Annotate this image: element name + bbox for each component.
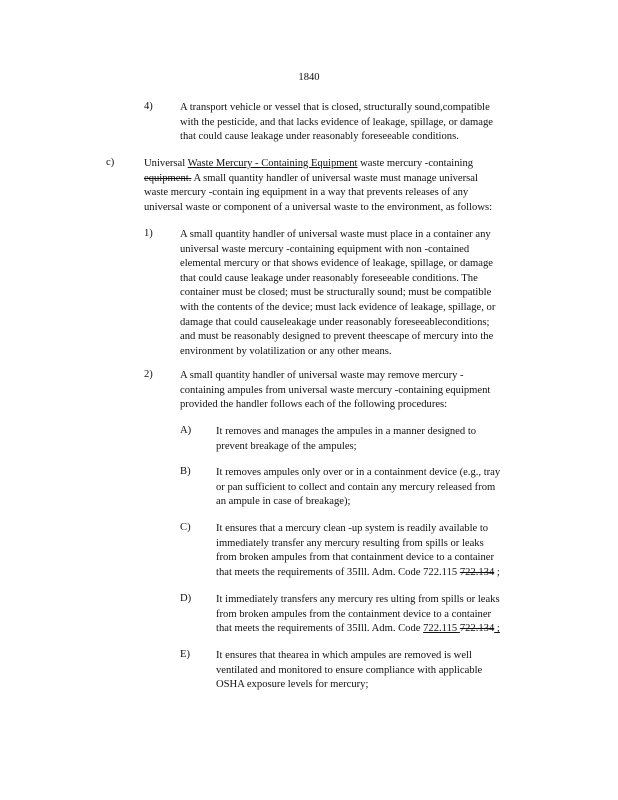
sub-a-marker: A) [180, 425, 192, 436]
text-line: It removes and manages the ampules in a manner designed to [216, 426, 477, 437]
item-4-marker: 4) [144, 101, 153, 112]
text-line: from broken ampules from the containment device to a container [216, 608, 492, 620]
text-line: and must be reasonably designed to prevent theescape of mercury into the [180, 331, 494, 343]
text-line [216, 566, 500, 581]
sub-e-marker: E) [180, 649, 190, 660]
text-line: It immediately transfers any mercury res ulting from spills or leaks [216, 594, 500, 605]
text-line: container must be closed; must be structurally sound; must be compatible [180, 287, 492, 299]
text-line: containing ampules from universal waste mercury -containing equipment [180, 384, 491, 396]
page-number: 1840 [298, 72, 320, 83]
text-line [144, 172, 492, 187]
struck-text: equipment. [144, 172, 192, 184]
text-line: A small quantity handler of universal waste must place in a container any [180, 229, 491, 240]
text-line: damage that could causeleakage under reasonably foreseeableconditions; [180, 316, 490, 328]
struck-citation: 722.134 [459, 623, 495, 635]
sub-c-text [216, 522, 500, 580]
text-line: elemental mercury or that shows evidence of leakage, spillage, or damage [180, 258, 493, 270]
text-line: It ensures that a mercury clean -up system is readily available to [216, 523, 489, 534]
item-2-marker: 2) [144, 369, 153, 380]
heading-text: Universal [144, 158, 188, 169]
heading-text: waste mercury -containing [357, 158, 474, 169]
text-line: ventilated and monitored to ensure compliance with applicable [216, 664, 483, 676]
text-line: immediately transfer any mercury resulting from spills or leaks [216, 537, 484, 549]
text-fragment: ; [494, 566, 500, 578]
text-line: OSHA exposure levels for mercury; [216, 679, 369, 691]
text-line: A small quantity handler of universal waste may remove mercury - [180, 370, 464, 381]
text-line: that could cause leakage under reasonably foreseeable conditions. The [180, 272, 478, 284]
section-c-text [144, 157, 492, 215]
sub-b-marker: B) [180, 466, 191, 477]
text-line: or pan sufficient to collect and contain any mercury released from [216, 481, 496, 493]
text-fragment: ; [494, 623, 500, 635]
text-line: from broken ampules from that containment device to a container [216, 552, 494, 564]
text-line: with the contents of the device; must lack evidence of leakage, spillage, or [180, 301, 496, 313]
text-line: provided the handler follows each of the following procedures: [180, 399, 448, 411]
text-fragment: that meets the requirements of 35Ill. Adm. Code 722.115 [216, 566, 460, 578]
sub-a-text [216, 425, 476, 454]
text-line: waste mercury -contain ing equipment in a way that prevents releases of any [144, 187, 469, 199]
sub-c-marker: C) [180, 522, 191, 533]
sub-d-marker: D) [180, 593, 192, 604]
underlined-citation: 722.115 [423, 623, 458, 635]
text-line: prevent breakage of the ampules; [216, 440, 357, 452]
item-1-text [180, 228, 495, 359]
section-c-heading-line [144, 157, 492, 172]
text-fragment: that meets the requirements of 35Ill. Adm. Code [216, 623, 424, 635]
text-line: A transport vehicle or vessel that is closed, structurally sound,compatible [180, 102, 490, 113]
struck-citation: 722.134 [459, 566, 495, 578]
text-line: an ampule in case of breakage); [216, 496, 351, 508]
sub-e-text [216, 649, 482, 693]
text-line: It removes ampules only over or in a containment device (e.g., tray [216, 467, 501, 478]
item-2-text [180, 369, 490, 413]
text-line: environment by volatilization or any other means. [180, 345, 392, 357]
item-4-text [180, 101, 493, 145]
text-line: with the pesticide, and that lacks evidence of leakage, spillage, or damage [180, 116, 493, 128]
section-c-marker: c) [106, 157, 115, 168]
item-1-marker: 1) [144, 228, 153, 239]
text-line: that could cause leakage under reasonably foreseeable conditions. [180, 131, 459, 143]
text-fragment: A small quantity handler of universal waste must manage universal [191, 172, 478, 184]
text-line: It ensures that thearea in which ampules are removed is well [216, 650, 472, 661]
text-line: universal waste mercury -containing equipment with non -contained [180, 243, 470, 255]
text-line: universal waste or component of a universal waste to the environment, as follows: [144, 201, 493, 213]
sub-d-text [216, 593, 500, 637]
text-line [216, 622, 500, 637]
sub-b-text [216, 466, 500, 510]
heading-underlined-text: Waste Mercury - Containing Equipment [187, 158, 358, 169]
